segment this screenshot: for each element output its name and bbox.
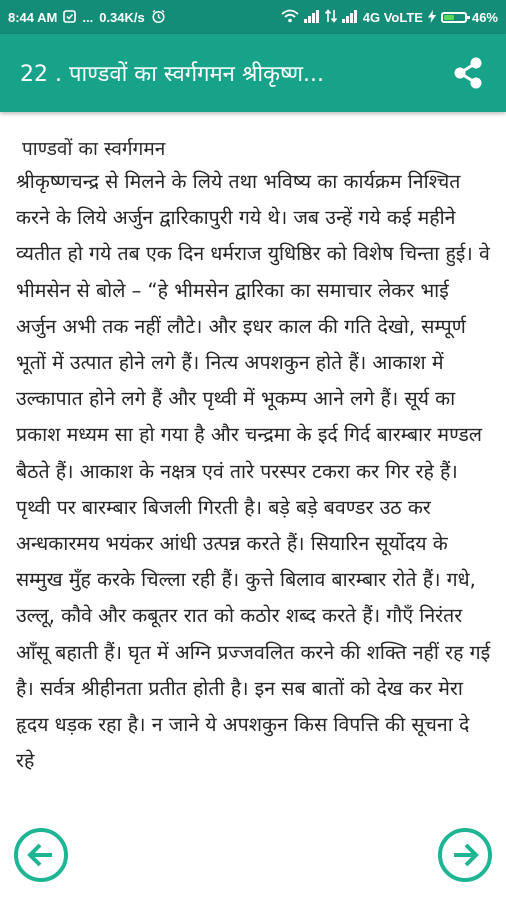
signal-bars-secondary-icon	[342, 10, 358, 25]
status-more-dots: ...	[82, 9, 94, 25]
data-transfer-icon	[325, 9, 337, 25]
wifi-icon	[281, 9, 299, 25]
status-bar	[0, 0, 506, 34]
notification-icon	[63, 10, 76, 25]
arrow-right-icon	[450, 840, 480, 870]
status-right-group	[281, 9, 498, 25]
previous-chapter-button[interactable]	[14, 828, 68, 882]
status-left-group	[8, 9, 166, 26]
article-heading: पाण्डवों का स्वर्गगमन	[22, 138, 166, 160]
app-bar	[0, 34, 506, 112]
share-button[interactable]	[448, 53, 488, 93]
article-content[interactable]	[0, 112, 506, 900]
signal-bars-icon	[304, 10, 320, 25]
alarm-icon	[151, 9, 166, 26]
battery-icon	[441, 12, 467, 23]
battery-level-fill	[444, 15, 454, 20]
status-battery-percent: 46%	[471, 9, 498, 25]
status-time: 8:44 AM	[8, 9, 58, 25]
arrow-left-icon	[26, 840, 56, 870]
status-network-type: 4G VoLTE	[362, 9, 423, 25]
share-icon	[452, 56, 484, 90]
charging-icon	[428, 10, 436, 25]
article-body: श्रीकृष्णचन्द्र से मिलने के लिये तथा भविष्य का कार्यक्रम निश्चित करने के लिये अर्जुन द्वारिकापुरी गये थे। जब उन्हें गये कई महीने व्यतीत हो गये तब एक दिन धर्मराज युधिष्ठिर को विशेष चिन्ता हुई। वे भीमसेन से बोले – “हे भीमसेन द्वारिका का समाचार लेकर भाई अर्जुन अभी तक नहीं लौटे। और इधर काल की गति देखो, सम्पूर्ण भूतों में उत्पात होने लगे हैं। नित्य अपशकुन होते हैं। आकाश में उल्कापात होने लगे हैं और पृथ्वी में भूकम्प आने लगे हैं। सूर्य का प्रकाश मध्यम सा हो गया है और चन्द्रमा के इर्द गिर्द बारम्बार मण्डल बैठते हैं। आकाश के नक्षत्र एवं तारे परस्पर टकरा कर गिर रहे हैं। पृथ्वी पर बारम्बार बिजली गिरती है। बड़े बड़े बवण्डर उठ कर अन्धकारमय भयंकर आंधी उत्पन्न करते हैं। सियारिन सूर्योदय के सम्मुख मुँह करके चिल्ला रही हैं। कुत्ते बिलाव बारम्बार रोते हैं। गधे, उल्लू, कौवे और कबूतर रात को कठोर शब्द करते हैं। गौएँ निरंतर आँसू बहाती हैं। घृत में अग्नि प्रज्जवलित करने की शक्ति नहीं रह गई है। सर्वत्र श्रीहीनता प्रतीत होती है। इन सब बातों को देख कर मेरा हृदय धड़क रहा है। न जाने ये अपशकुन किस विपत्ति की सूचना दे रहे	[16, 170, 491, 773]
page-title: 22 . पाण्डवों का स्वर्गगमन श्रीकृष्ण...	[20, 62, 324, 87]
next-chapter-button[interactable]	[438, 828, 492, 882]
status-network-speed: 0.34K/s	[99, 9, 145, 25]
